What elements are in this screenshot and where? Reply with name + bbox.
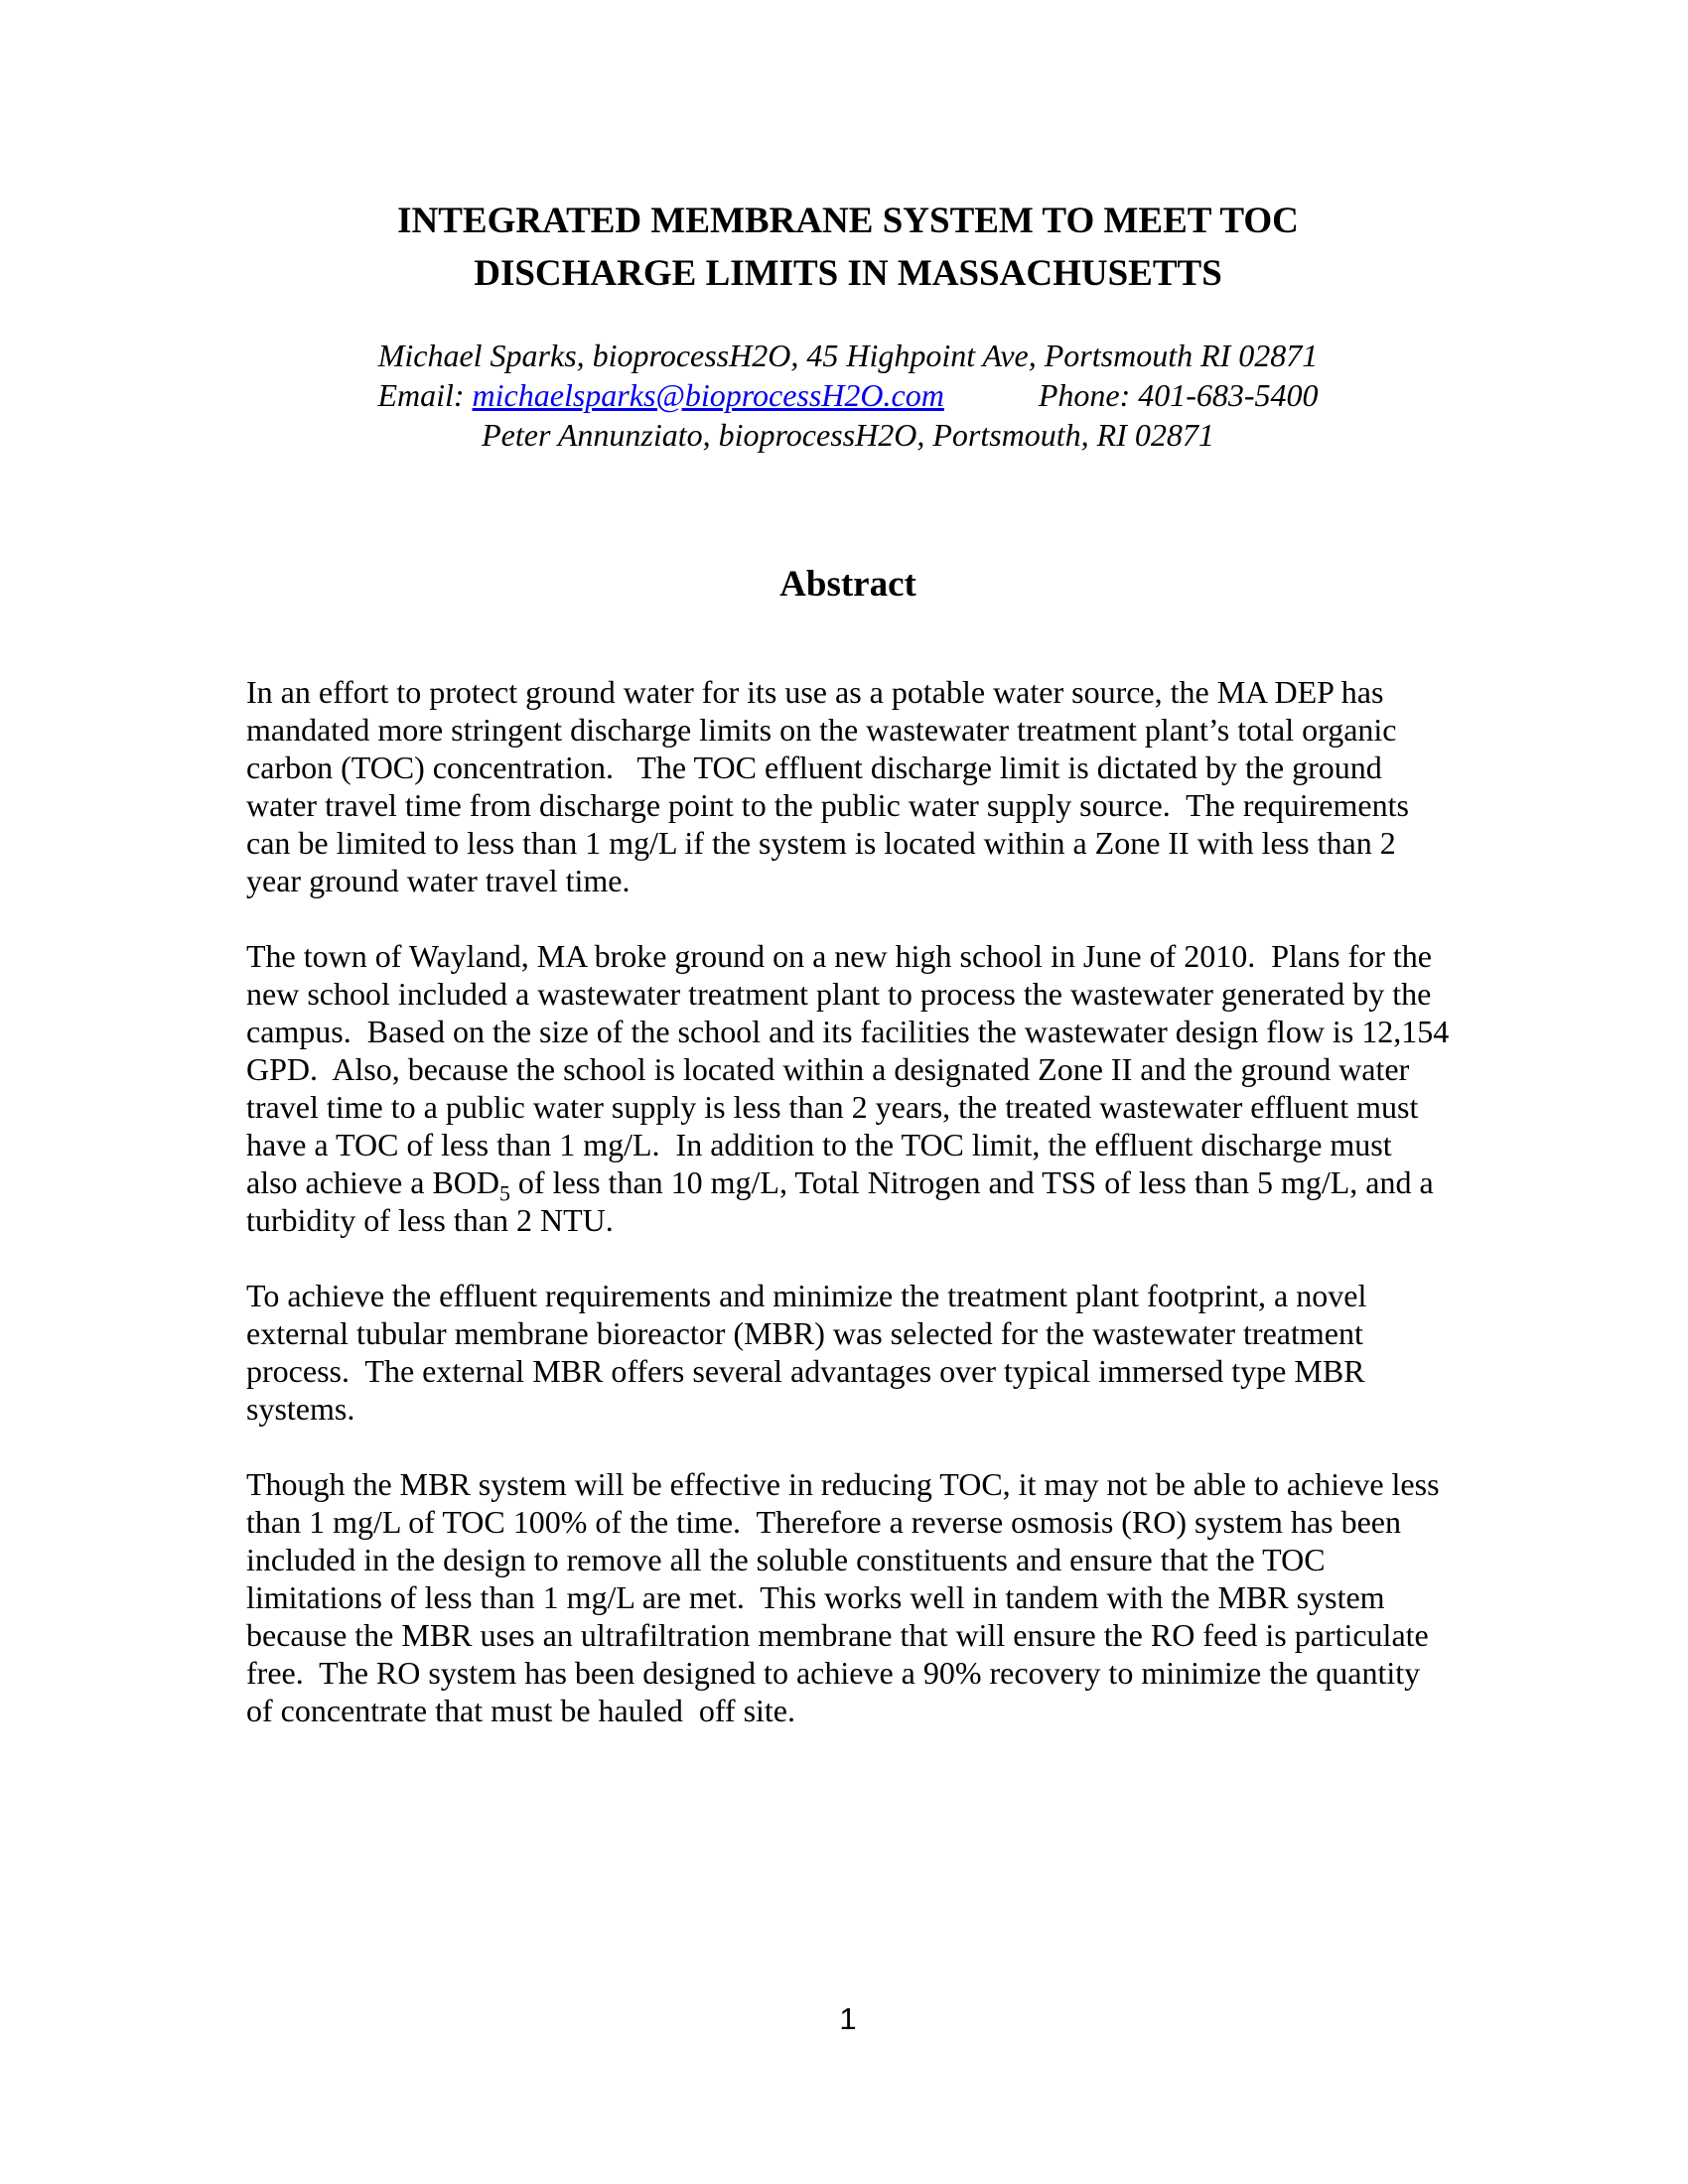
email-label: Email:	[377, 377, 473, 413]
paragraph-4: Though the MBR system will be effective in reducing TOC, it may not be able to achieve less than 1 mg/L of TOC 100% of the time. Therefore a reverse osmosis (RO) system has been included in the design to remove all the soluble constituents and ensure that the TOC limitations of less than 1 mg/L are met. This works well in tandem with the MBR system because the MBR uses an ultrafiltration membrane that will ensure the RO feed is particulate free. The RO system has been designed to achieve a 90% recovery to minimize the quantity of concentrate that must be hauled off site.	[246, 1466, 1448, 1728]
paragraph-2	[246, 937, 1458, 1239]
page-number: 1	[839, 2001, 857, 2036]
phone-number: Phone: 401-683-5400	[1038, 377, 1319, 413]
paper-title	[246, 195, 1450, 300]
author-block	[246, 336, 1450, 455]
author-line-2: Peter Annunziato, bioprocessH2O, Portsmouth, RI 02871	[482, 417, 1214, 453]
bod-subscript: 5	[499, 1181, 510, 1206]
paragraph-2-text-after-subscript: of less than 10 mg/L, Total Nitrogen and TSS of less than 5 mg/L, and a turbidity of less than 2 NTU.	[246, 1164, 1442, 1238]
author-line-1: Michael Sparks, bioprocessH2O, 45 Highpoint Ave, Portsmouth RI 02871	[377, 338, 1319, 373]
paper-title-line2: DISCHARGE LIMITS IN MASSACHUSETTS	[474, 253, 1222, 294]
abstract-heading: Abstract	[779, 564, 916, 605]
paper-title-line1: INTEGRATED MEMBRANE SYSTEM TO MEET TOC	[397, 201, 1299, 241]
paragraph-1: In an effort to protect ground water for its use as a potable water source, the MA DEP has mandated more stringent discharge limits on the wastewater treatment plant’s total organic carbon (TOC) concentration. The TOC effluent discharge limit is dictated by the ground water travel time from discharge point to the public water supply source. The requirements can be limited to less than 1 mg/L if the system is located within a Zone II with less than 2 year ground water travel time.	[246, 674, 1417, 898]
email-link[interactable]: michaelsparks@bioprocessH2O.com	[472, 377, 944, 413]
page-content	[246, 0, 1458, 1767]
abstract-body	[246, 673, 1458, 1729]
paragraph-3: To achieve the effluent requirements and minimize the treatment plant footprint, a novel external tubular membrane bioreactor (MBR) was selected for the wastewater treatment process. The external MBR offers several advantages over typical immersed type MBR systems.	[246, 1278, 1375, 1427]
author-contact-line	[246, 375, 1450, 415]
paragraph-2-text: The town of Wayland, MA broke ground on a new high school in June of 2010. Plans for the new school included a wastewater treatment plant to process the wastewater generated by the campus. Based on the size of the school and its facilities the wastewater design flow is 12,154 GPD. Also, because the school is located within a designated Zone II and the ground water travel time to a public water supply is less than 2 years, the treated wastewater effluent must have a TOC of less than 1 mg/L. In addition to the TOC limit, the effluent discharge must also achieve a BOD	[246, 938, 1458, 1200]
